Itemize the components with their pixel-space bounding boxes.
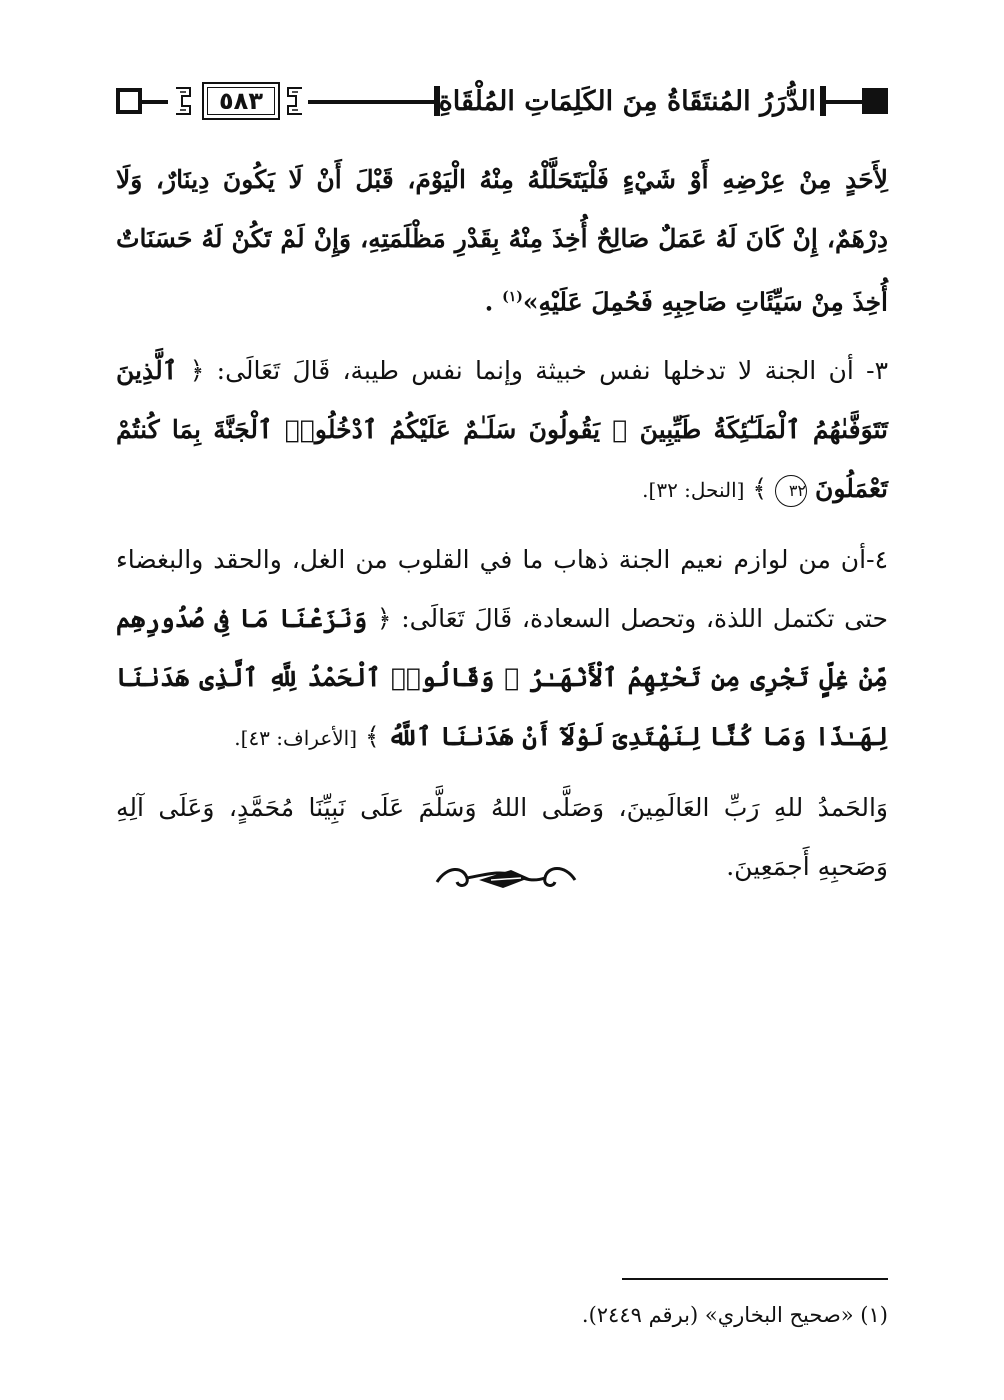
verse-reference: [الأعراف: ٤٣].: [234, 726, 358, 751]
point-4-intro: ٤-أن من لوازم نعيم الجنة ذهاب ما في القلوب من الغل، والحقد والبغضاء حتى تكتمل اللذة، وتحصل السعادة، قَالَ تَعَالَى:: [116, 545, 888, 634]
hadith-text: لِأَحَدٍ مِنْ عِرْضِهِ أَوْ شَيْءٍ فَلْيَتَحَلَّلْهُ مِنْهُ الْيَوْمَ، قَبْلَ أَنْ لَا يَكُونَ دِينَارٌ، وَلَا دِرْهَمٌ، إِنْ كَانَ لَهُ عَمَلٌ صَالِحٌ أُخِذَ مِنْهُ بِقَدْرِ مَظْلَمَتِهِ، وَإِنْ لَمْ تَكُنْ لَهُ حَسَنَاتٌ أُخِذَ مِنْ سَيِّئَاتِ صَاحِبِهِ فَحُمِلَ عَلَيْهِ»: [116, 165, 888, 317]
closing-ornament-icon: [433, 860, 579, 896]
header-rule-middle: [308, 100, 438, 104]
hadith-end: .: [484, 287, 503, 317]
verse-open-bracket: ﴿: [376, 604, 392, 634]
point-4: [116, 530, 888, 768]
hadith-continuation: [116, 150, 888, 331]
footnote: (١) «صحيح البخاري» (برقم ٢٤٤٩).: [581, 1303, 888, 1327]
ayah-number: ٣٢: [775, 475, 807, 507]
header-left-square: [116, 88, 142, 114]
verse-reference: [النحل: ٣٢].: [642, 478, 745, 503]
header-ornament-left: [174, 84, 192, 118]
verse-close-bracket: ﴾: [752, 474, 768, 504]
book-title: الدُّرَرُ المُنتَقَاةُ مِنَ الكَلِمَاتِ المُلْقَاةِ: [446, 78, 816, 126]
quran-verse-an-nahl: ٱلَّذِينَ تَتَوَفَّىٰهُمُ ٱلْمَلَـٰٓئِكَةُ طَيِّبِينَ ۙ يَقُولُونَ سَلَـٰمٌ عَلَيْكُمُ ٱدْخُلُوا۟ ٱلْجَنَّةَ بِمَا كُنتُمْ تَعْمَلُونَ: [116, 356, 888, 504]
header-ornament-right: [286, 84, 304, 118]
footnote-marker: (١): [502, 289, 523, 305]
quran-verse-al-araf: وَنَزَعْنَا مَا فِى صُدُورِهِم مِّنْ غِلٍّ تَجْرِى مِن تَحْتِهِمُ ٱلْأَنْهَـٰرُ ۖ وَقَالُوا۟ ٱلْحَمْدُ لِلَّهِ ٱلَّذِى هَدَىٰنَا لِهَـٰذَا وَمَا كُنَّا لِنَهْتَدِىَ لَوْلَآ أَنْ هَدَىٰنَا ٱللَّهُ: [116, 604, 888, 752]
verse-open-bracket: ﴿: [189, 356, 205, 386]
header-rule-right: [826, 100, 862, 104]
footnote-rule: [622, 1278, 888, 1280]
page-number: [202, 82, 280, 120]
closing-paragraph: وَالحَمدُ للهِ رَبِّ العَالَمِينَ، وَصَلَّى اللهُ وَسَلَّمَ عَلَى نَبِيِّنَا مُحَمَّدٍ، وَعَلَى آلِهِ وَصَحبِهِ أَجمَعِينَ.: [116, 793, 888, 882]
point-3: [116, 341, 888, 520]
page-header: [116, 78, 888, 126]
main-content: [116, 150, 888, 896]
point-3-intro: ٣- أن الجنة لا تدخلها نفس خبيثة وإنما نفس طيبة، قَالَ تَعَالَى:: [216, 356, 889, 386]
header-right-square: [862, 88, 888, 114]
page-number-text: ٥٨٣: [219, 87, 263, 115]
header-rule-left: [142, 100, 168, 104]
verse-close-bracket: ﴾: [365, 722, 380, 752]
